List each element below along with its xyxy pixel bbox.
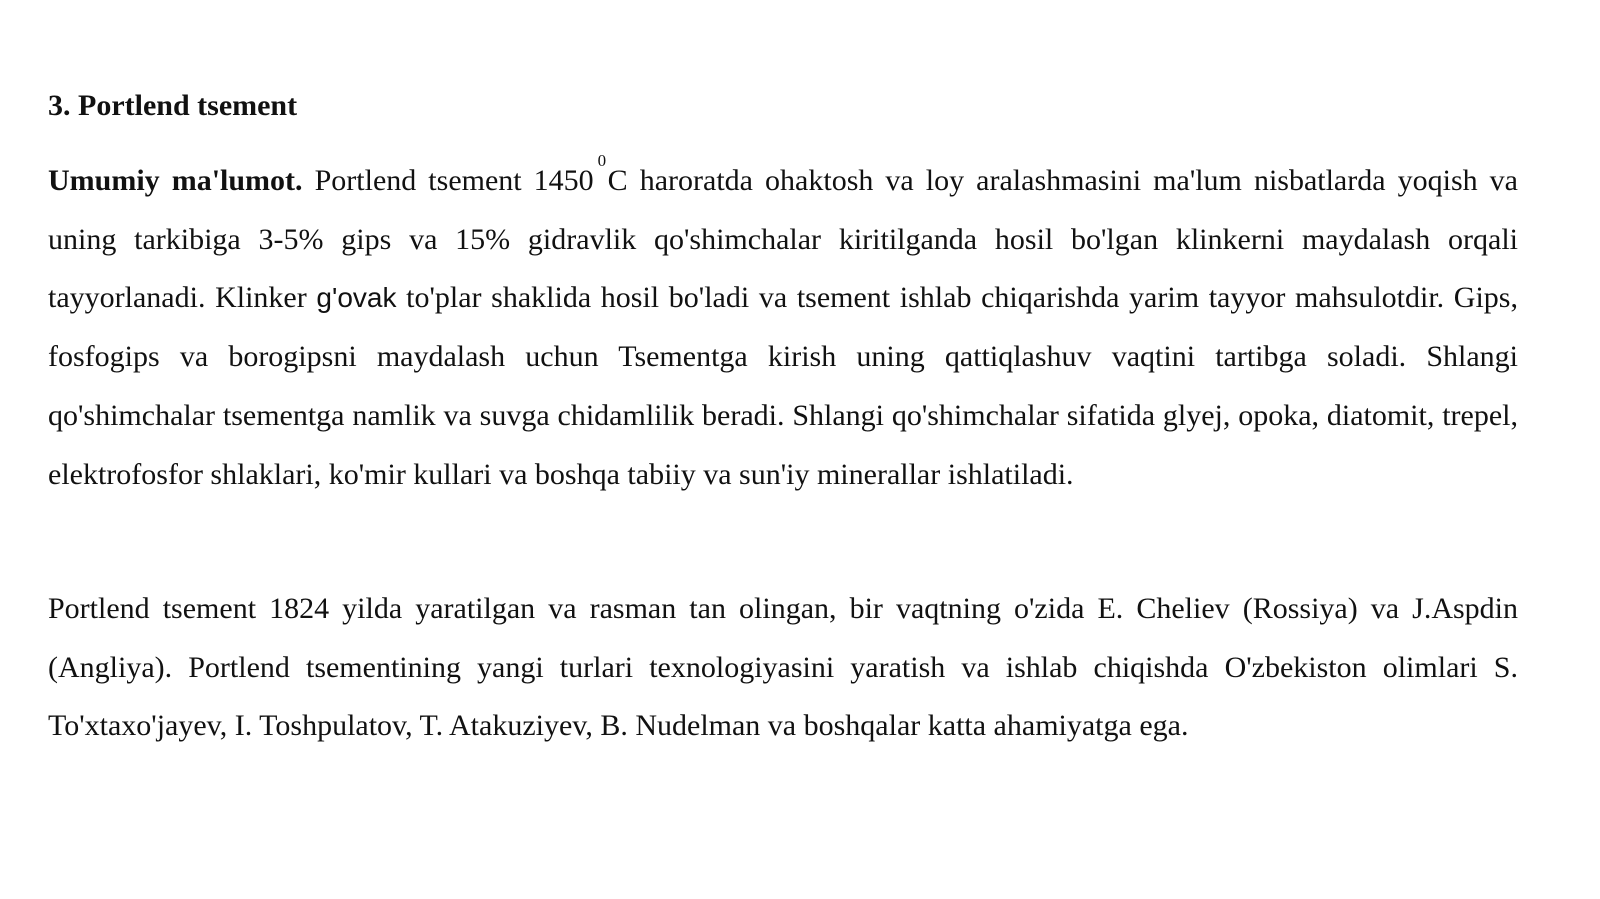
section-title: 3. Portlend tsement: [48, 89, 298, 122]
paragraph-lead: Umumiy ma'lumot.: [48, 164, 303, 197]
paragraph-text-part: Portlend tsement 1450: [302, 164, 594, 197]
paragraph-text-part: C haroratda ohaktosh va loy aralashmasini ma'lum nisbatlarda yoqish va uning tarkibiga 3-5% gips va 15% gidravlik qo'shimchalar kiritilganda hosil bo'lgan klinkerni maydalash orqali tayyorlanadi. Klinker: [48, 164, 1518, 315]
paragraph-text-sans: g'ovak: [316, 282, 397, 314]
paragraph-text-part: to'plar shaklida hosil bo'ladi va tsement ishlab chiqarishda yarim tayyor mahsulotdir. Gips, fosfogips va borogipsni maydalash uchun Tsementga kirish uning qattiqlashuv vaqtini tartibga soladi. Shlangi qo'shimchalar tsementga namlik va suvga chidamlilik beradi. Shlangi qo'shimchalar sifatida glyej, opoka, diatomit, trepel, elektrofosfor shlaklari, ko'mir kullari va boshqa tabiiy va sun'iy minerallar ishlatiladi.: [48, 281, 1518, 491]
paragraph-history: Portlend tsement 1824 yilda yaratilgan va rasman tan olingan, bir vaqtning o'zida E. Cheliev (Rossiya) va J.Aspdin (Angliya). Portlend tsementining yangi turlari texnologiyasini yaratish va ishlab chiqishda O'zbekiston olimlari S. To'xtaxo'jayev, I. Toshpulatov, T. Atakuziyev, B. Nudelman va boshqalar katta ahamiyatga ega.: [48, 592, 1518, 743]
degree-superscript: 0: [597, 151, 607, 170]
paragraph-general-info: [48, 152, 1518, 504]
